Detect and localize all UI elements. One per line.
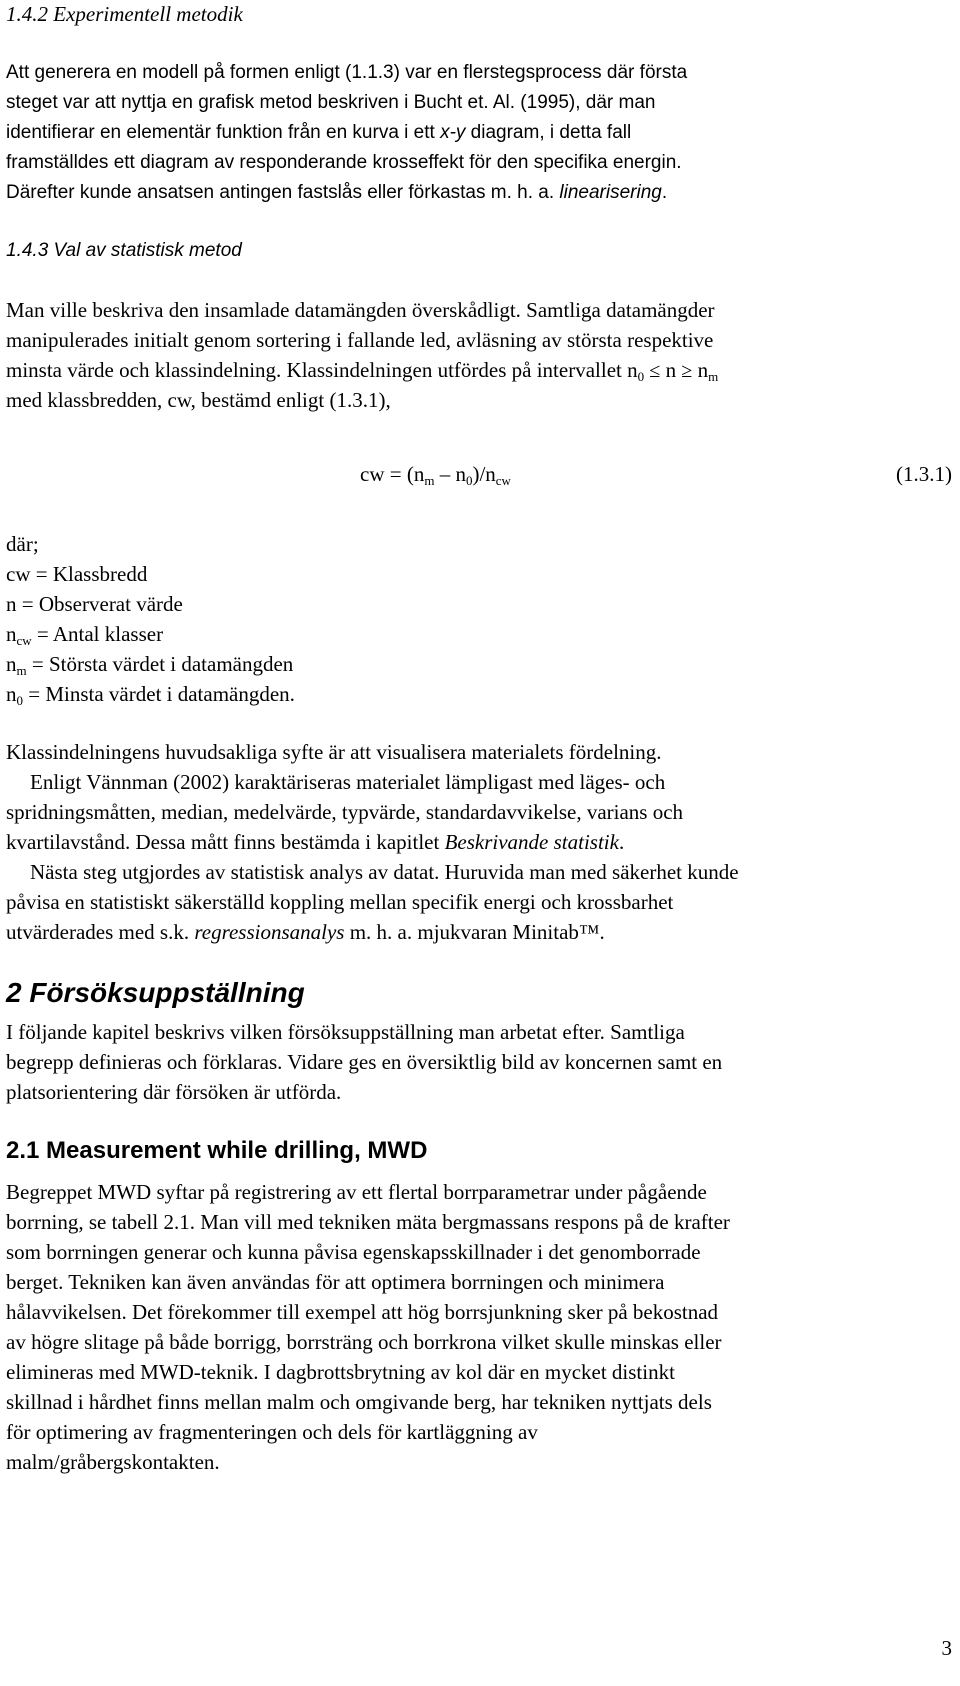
- eq-part: – n: [434, 462, 466, 486]
- definition-item: [6, 650, 293, 679]
- definition-text: = Antal klasser: [31, 622, 164, 646]
- definition-item: [6, 680, 295, 709]
- symbol: n: [6, 682, 17, 706]
- text-line: borrning, se tabell 2.1. Man vill med tekniken mäta bergmassans respons på de krafter: [6, 1210, 730, 1234]
- text-line: Att generera en modell på formen enligt (1.1.3) var en flerstegsprocess där första: [6, 62, 688, 83]
- definition-text: = Klassbredd: [30, 562, 148, 586]
- text-line: [6, 828, 624, 857]
- text-line: Nästa steg utgjordes av statistisk analys av datat. Huruvida man med säkerhet kunde: [30, 860, 739, 884]
- text-segment: m. h. a. mjukvaran Minitab™.: [344, 920, 605, 944]
- text-line: [6, 918, 605, 947]
- text-line: platsorientering där försöken är utförda.: [6, 1080, 342, 1104]
- text-line: begrepp definieras och förklaras. Vidare ges en översiktlig bild av koncernen samt en: [6, 1050, 723, 1074]
- definition-text: = Observerat värde: [16, 592, 183, 616]
- section-heading-1-4-2: 1.4.2 Experimentell metodik: [6, 2, 243, 26]
- text-line: [6, 356, 718, 386]
- text-segment: .: [618, 830, 625, 854]
- text-line: [6, 178, 667, 207]
- text-segment: minsta värde och klassindelning. Klassindelningen utfördes på intervallet n: [6, 358, 638, 382]
- definitions-intro: där;: [6, 532, 39, 556]
- subscript: 0: [465, 473, 473, 488]
- page-number: 3: [941, 1636, 952, 1660]
- subscript: cw: [495, 473, 511, 488]
- subscript: 0: [16, 693, 23, 708]
- italic-term: Beskrivande statistik: [444, 830, 619, 854]
- subscript: m: [16, 663, 27, 678]
- symbol: n: [6, 592, 17, 616]
- definition-item: [6, 560, 147, 589]
- section-heading-2-1: 2.1 Measurement while drilling, MWD: [6, 1137, 428, 1164]
- subscript: m: [708, 369, 719, 384]
- text-line: skillnad i hårdhet finns mellan malm och omgivande berg, har tekniken nyttjats dels: [6, 1390, 712, 1414]
- text-segment: utvärderades med s.k.: [6, 920, 195, 944]
- text-line: för optimering av fragmenteringen och dels för kartläggning av: [6, 1420, 538, 1444]
- italic-term: regressionsanalys: [194, 920, 345, 944]
- subscript: m: [424, 473, 435, 488]
- text-line: påvisa en statistiskt säkerställd koppling mellan specifik energi och krossbarhet: [6, 890, 674, 914]
- definition-item: [6, 620, 163, 649]
- text-line: I följande kapitel beskrivs vilken försöksuppställning man arbetat efter. Samtliga: [6, 1020, 685, 1044]
- text-line: Begreppet MWD syftar på registrering av ett flertal borrparametrar under pågående: [6, 1180, 707, 1204]
- text-line: Klassindelningens huvudsakliga syfte är att visualisera materialets fördelning.: [6, 740, 662, 764]
- text-segment: n: [660, 358, 682, 382]
- symbol: cw: [6, 562, 31, 586]
- text-line: berget. Tekniken kan även användas för att optimera borrningen och minimera: [6, 1270, 665, 1294]
- text-line: Enligt Vännman (2002) karaktäriseras materialet lämpligast med läges- och: [30, 770, 666, 794]
- geq-symbol: ≥: [681, 360, 693, 382]
- text-line: som borrningen generar och kunna påvisa egenskapsskillnader i det genomborrade: [6, 1240, 701, 1264]
- definition-text: = Största värdet i datamängden: [26, 652, 294, 676]
- text-line: steget var att nyttja en grafisk metod beskriven i Bucht et. Al. (1995), där man: [6, 92, 656, 113]
- definition-text: = Minsta värdet i datamängden.: [23, 682, 295, 706]
- text-line: av högre slitage på både borrigg, borrsträng och borrkrona vilket skulle minskas eller: [6, 1330, 722, 1354]
- eq-part: cw = (n: [360, 462, 425, 486]
- text-line: manipulerades initialt genom sortering i fallande led, avläsning av största respektive: [6, 328, 714, 352]
- symbol: n: [6, 622, 17, 646]
- text-segment: .: [661, 182, 668, 203]
- symbol: n: [6, 652, 17, 676]
- text-line: med klassbredden, cw, bestämd enligt (1.3.1),: [6, 388, 391, 412]
- text-segment: diagram, i detta fall: [465, 122, 632, 143]
- chapter-heading-2: 2 Försöksuppställning: [6, 977, 305, 1008]
- definition-item: [6, 590, 183, 619]
- text-line: hålavvikelsen. Det förekommer till exempel att hög borrsjunkning sker på bekostnad: [6, 1300, 719, 1324]
- text-line: elimineras med MWD-teknik. I dagbrottsbrytning av kol där en mycket distinkt: [6, 1360, 675, 1384]
- subscript: cw: [16, 633, 32, 648]
- leq-symbol: ≤: [649, 360, 661, 382]
- italic-term: x-y: [440, 122, 466, 143]
- subscript: 0: [637, 369, 645, 384]
- text-line: malm/gråbergskontakten.: [6, 1450, 220, 1474]
- text-line: Man ville beskriva den insamlade datamängden överskådligt. Samtliga datamängder: [6, 298, 715, 322]
- text-line: spridningsmåtten, median, medelvärde, typvärde, standardavvikelse, varians och: [6, 800, 684, 824]
- section-heading-1-4-3: 1.4.3 Val av statistisk metod: [6, 240, 242, 261]
- text-segment: kvartilavstånd. Dessa mått finns bestämda i kapitlet: [6, 830, 445, 854]
- equation: [360, 460, 511, 489]
- text-segment: Därefter kunde ansatsen antingen fastslås eller förkastas m. h. a.: [6, 182, 560, 203]
- text-segment: n: [692, 358, 709, 382]
- text-segment: identifierar en elementär funktion från en kurva i ett: [6, 122, 441, 143]
- text-line: framställdes ett diagram av responderande krosseffekt för den specifika energin.: [6, 152, 682, 173]
- eq-part: )/n: [472, 462, 496, 486]
- italic-term: linearisering: [559, 182, 662, 203]
- text-line: [6, 118, 631, 147]
- equation-number: (1.3.1): [896, 462, 952, 486]
